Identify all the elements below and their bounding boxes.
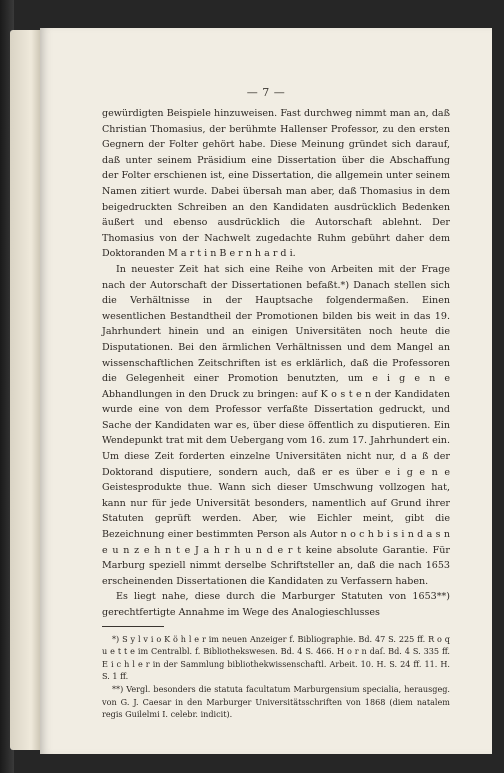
paragraph-3: Es liegt nahe, diese durch die Marburger Statuten von 1653**) gerechtfertigte Annahme im Wege des Analogieschlusses (102, 591, 450, 618)
main-text (102, 106, 450, 721)
book-page (40, 28, 492, 754)
paragraph-2: In neuester Zeit hat sich eine Reihe von Arbeiten mit der Frage nach der Autorschaft der Dissertationen befaßt.*) Danach stellen sich die Verhältnisse in der Hauptsache folgendermaßen. Einen wesentlichen Bestandtheil der Promotionen bilden bis weit in das 19. Jahrhundert hinein und an einigen Universitäten noch heute die Disputationen. Bei den ärmlichen Verhältnissen und dem Mangel an wissenschaftlichen Zeitschriften ist es erklärlich, daß die Professoren die Gelegenheit einer Promotion benutzten, um e i g e n e Abhandlungen in den Druck zu bringen: auf K o s t e n der Kandidaten wurde eine von dem Professor verfaßte Dissertation gedruckt, und Sache der Kandidaten war es, über diese öffentlich zu disputieren. Ein Wendepunkt trat mit dem Uebergang vom 16. zum 17. Jahrhundert ein. Um diese Zeit forderten einzelne Universitäten nicht nur, d a ß der Doktorand disputiere, sondern auch, daß er es über e i g e n e Geistesprodukte thue. Wann sich dieser Umschwung vollzogen hat, kann nur für jede Universität besonders, namentlich auf Grund ihrer Statuten geprüft werden. Aber, wie Eichler meint, gibt die Bezeichnung einer bestimmten Person als Autor n o c h b i s i n d a s n e u n z e h n t e J a h r h u n d e r t keine absolute Garantie. Für Marburg speziell nimmt derselbe Schriftsteller an, daß die nach 1653 erscheinenden Dissertationen die Kandidaten zu Verfassern haben. (102, 263, 450, 587)
footnote-1: *) S y l v i o K ö h l e r im neuen Anzeiger f. Bibliographie. Bd. 47 S. 225 ff. R o q u e t t e im Centralbl. f. Bibliothekswesen. Bd. 4 S. 466. H o r n daſ. Bd. 4 S. 335 ff. E i c h l e r in der Sammlung bibliothekwissenschaftl. Arbeit. 10. H. S. 24 ff. 11. H. S. 1 ff. (102, 633, 450, 682)
left-page-edge (10, 30, 40, 750)
footnotes (102, 633, 450, 721)
paragraph-1: gewürdigten Beispiele hinzuweisen. Fast durchweg nimmt man an, daß Christian Thomasius, der berühmte Hallenser Professor, zu den ersten Gegnern der Folter gehört habe. Diese Meinung gründet sich darauf, daß unter seinem Präsidium eine Dissertation über die Abschaffung der Folter erschienen ist, eine Dissertation, die allgemein unter seinem Namen zitiert wurde. Dabei übersah man aber, daß Thomasius in dem beigedruckten Schreiben an den Kandidaten ausdrücklich Bedenken äußert und ebenso ausdrücklich die Autorschaft ablehnt. Der Thomasius von der Nachwelt zugedachte Ruhm gebührt daher dem Doktoranden M a r t i n B e r n h a r d i. (102, 108, 450, 260)
footnote-rule (102, 626, 164, 627)
footnote-2: **) Vergl. besonders die statuta facultatum Marburgensium specialia, herausgeg. von G. J. Caesar in den Marburger Universitätsschriften von 1868 (diem natalem regis Guilelmi I. celebr. indicit). (102, 683, 450, 720)
page-number: — 7 — (246, 86, 286, 99)
